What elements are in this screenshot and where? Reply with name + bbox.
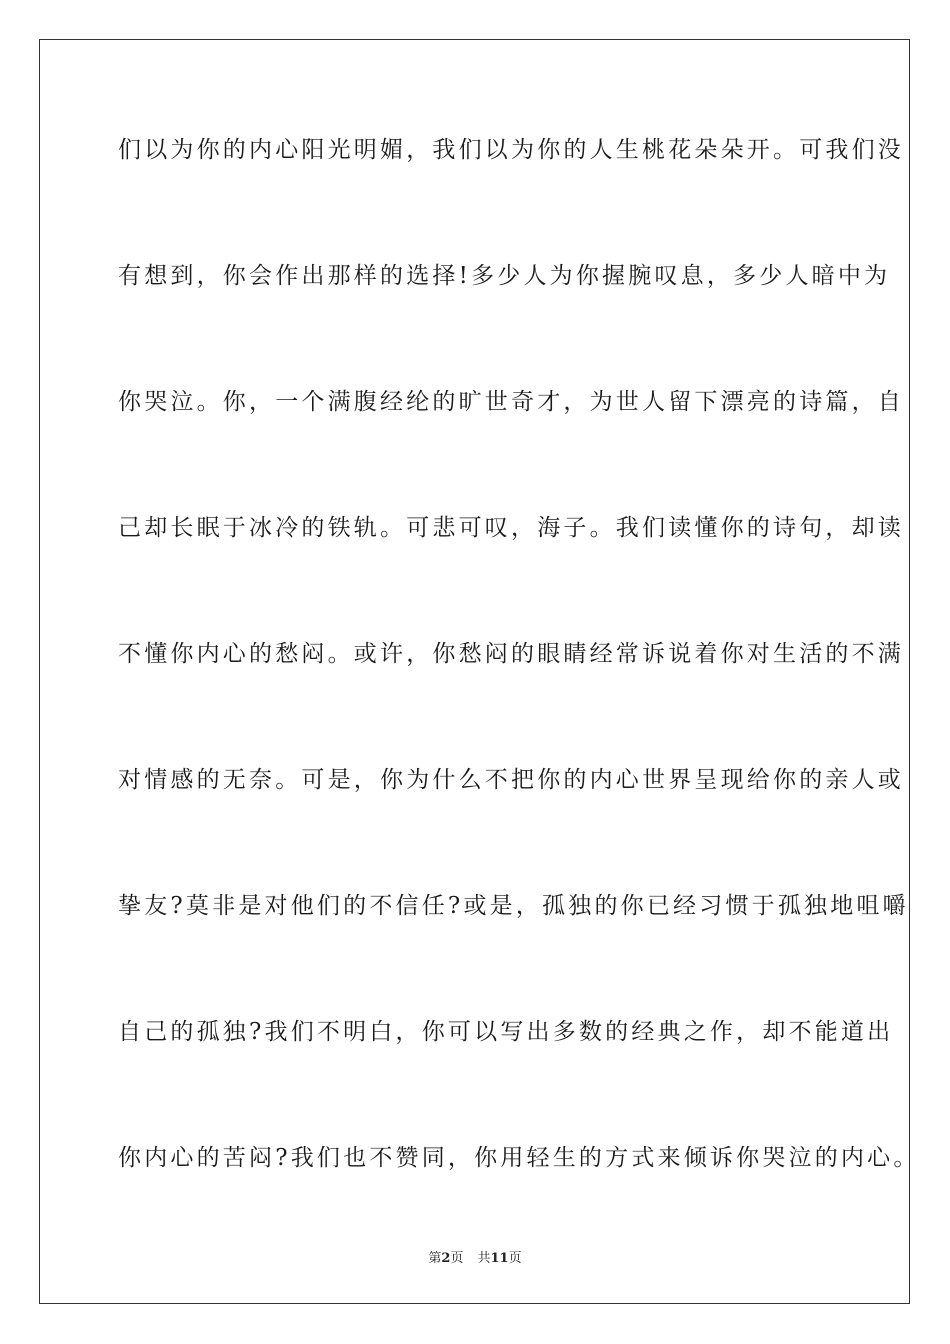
page-footer [0,1247,950,1266]
total-suffix: 页 [508,1251,522,1266]
text-line: 对情感的无奈。可是，你为什么不把你的内心世界呈现给你的亲人或 [118,767,904,793]
page-prefix: 第 [428,1251,442,1266]
text-line: 有想到，你会作出那样的选择!多少人为你握腕叹息，多少人暗中为 [118,263,891,289]
text-line: 们以为你的内心阳光明媚，我们以为你的人生桃花朵朵开。可我们没 [118,137,904,163]
total-pages: 11 [490,1251,509,1266]
page-suffix: 页 [450,1251,464,1266]
text-line: 自己的孤独?我们不明白，你可以写出多数的经典之作，却不能道出 [118,1019,894,1045]
text-line: 你哭泣。你，一个满腹经纶的旷世奇才，为世人留下漂亮的诗篇，自 [118,389,904,415]
document-body [118,122,920,1256]
text-line: 挚友?莫非是对他们的不信任?或是，孤独的你已经习惯于孤独地咀嚼 [118,893,909,919]
page-number: 2 [441,1251,451,1266]
text-line: 不懂你内心的愁闷。或许，你愁闷的眼睛经常诉说着你对生活的不满 [118,641,904,667]
text-line: 己却长眠于冰冷的铁轨。可悲可叹，海子。我们读懂你的诗句，却读 [118,515,904,541]
total-prefix: 共 [477,1251,491,1266]
text-line: 你内心的苦闷?我们也不赞同，你用轻生的方式来倾诉你哭泣的内心。 [118,1145,920,1171]
